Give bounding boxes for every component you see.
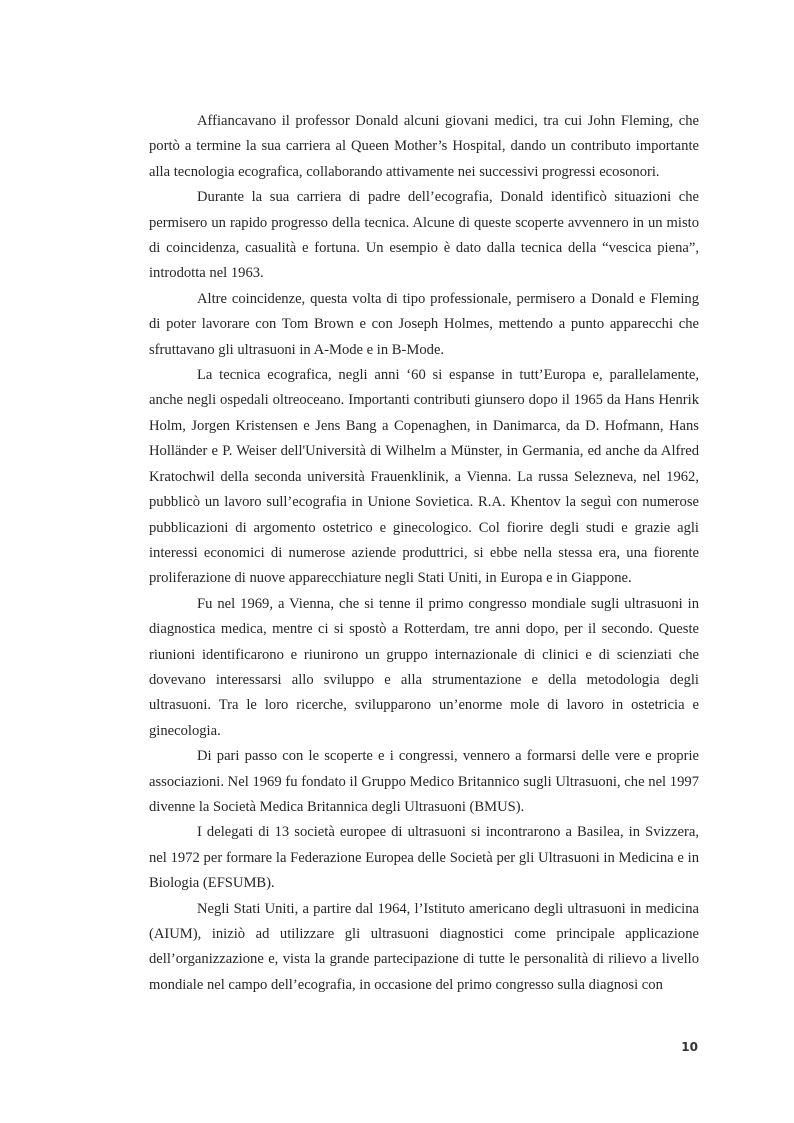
page-number: 10: [681, 1040, 698, 1054]
paragraph-6: Di pari passo con le scoperte e i congressi, vennero a formarsi delle vere e proprie associazioni. Nel 1969 fu fondato il Gruppo Medico Britannico sugli Ultrasuoni, che nel 1997 divenne la Società Medica Britannica degli Ultrasuoni (BMUS).: [149, 748, 699, 815]
paragraph-4: La tecnica ecografica, negli anni ‘60 si espanse in tutt’Europa e, parallelamente, anche negli ospedali oltreoceano. Importanti contributi giunsero dopo il 1965 da Hans Henrik Holm, Jorgen Kristensen e Jens Bang a Copenaghen, in Danimarca, da D. Hofmann, Hans Holländer e P. Weiser dell'Università di Wilhelm a Münster, in Germania, ed anche da Alfred Kratochwil della seconda università Frauenklinik, a Vienna. La russa Selezneva, nel 1962, pubblicò un lavoro sull’ecografia in Unione Sovietica. R.A. Khentov la seguì con numerose pubblicazioni di argomento ostetrico e ginecologico. Col fiorire degli studi e grazie agli interessi economici di numerose aziende produttrici, si ebbe nella stessa era, una fiorente proliferazione di nuove apparecchiature negli Stati Uniti, in Europa e in Giappone.: [149, 367, 699, 587]
paragraph-1: Affiancavano il professor Donald alcuni giovani medici, tra cui John Fleming, che portò a termine la sua carriera al Queen Mother’s Hospital, dando un contributo importante alla tecnologia ecografica, collaborando attivamente nei successivi progressi ecosonori.: [149, 113, 699, 180]
paragraph-2: Durante la sua carriera di padre dell’ecografia, Donald identificò situazioni che permisero un rapido progresso della tecnica. Alcune di queste scoperte avvennero in un misto di coincidenza, casualità e fortuna. Un esempio è dato dalla tecnica della “vescica piena”, introdotta nel 1963.: [149, 189, 699, 282]
paragraph-8: Negli Stati Uniti, a partire dal 1964, l’Istituto americano degli ultrasuoni in medicina (AIUM), iniziò ad utilizzare gli ultrasuoni diagnostici come principale applicazione dell’organizzazione e, vista la grande partecipazione di tutte le personalità di rilievo a livello mondiale nel campo dell’ecografia, in occasione del primo congresso sulla diagnosi con: [149, 900, 699, 993]
paragraph-7: I delegati di 13 società europee di ultrasuoni si incontrarono a Basilea, in Svizzera, nel 1972 per formare la Federazione Europea delle Società per gli Ultrasuoni in Medicina e in Biologia (EFSUMB).: [149, 824, 699, 892]
paragraph-3: Altre coincidenze, questa volta di tipo professionale, permisero a Donald e Fleming di poter lavorare con Tom Brown e con Joseph Holmes, mettendo a punto apparecchi che sfruttavano gli ultrasuoni in A-Mode e in B-Mode.: [149, 290, 699, 358]
paragraph-5: Fu nel 1969, a Vienna, che si tenne il primo congresso mondiale sugli ultrasuoni in diagnostica medica, mentre ci si spostò a Rotterdam, tre anni dopo, per il secondo. Queste riunioni identificarono e riunirono un gruppo internazionale di clinici e di scienziati che dovevano interessarsi allo sviluppo e alla strumentazione e della metodologia degli ultrasuoni. Tra le loro ricerche, svilupparono un’enorme mole di lavoro in ostetricia e ginecologia.: [149, 595, 699, 739]
body-text: [149, 109, 699, 998]
